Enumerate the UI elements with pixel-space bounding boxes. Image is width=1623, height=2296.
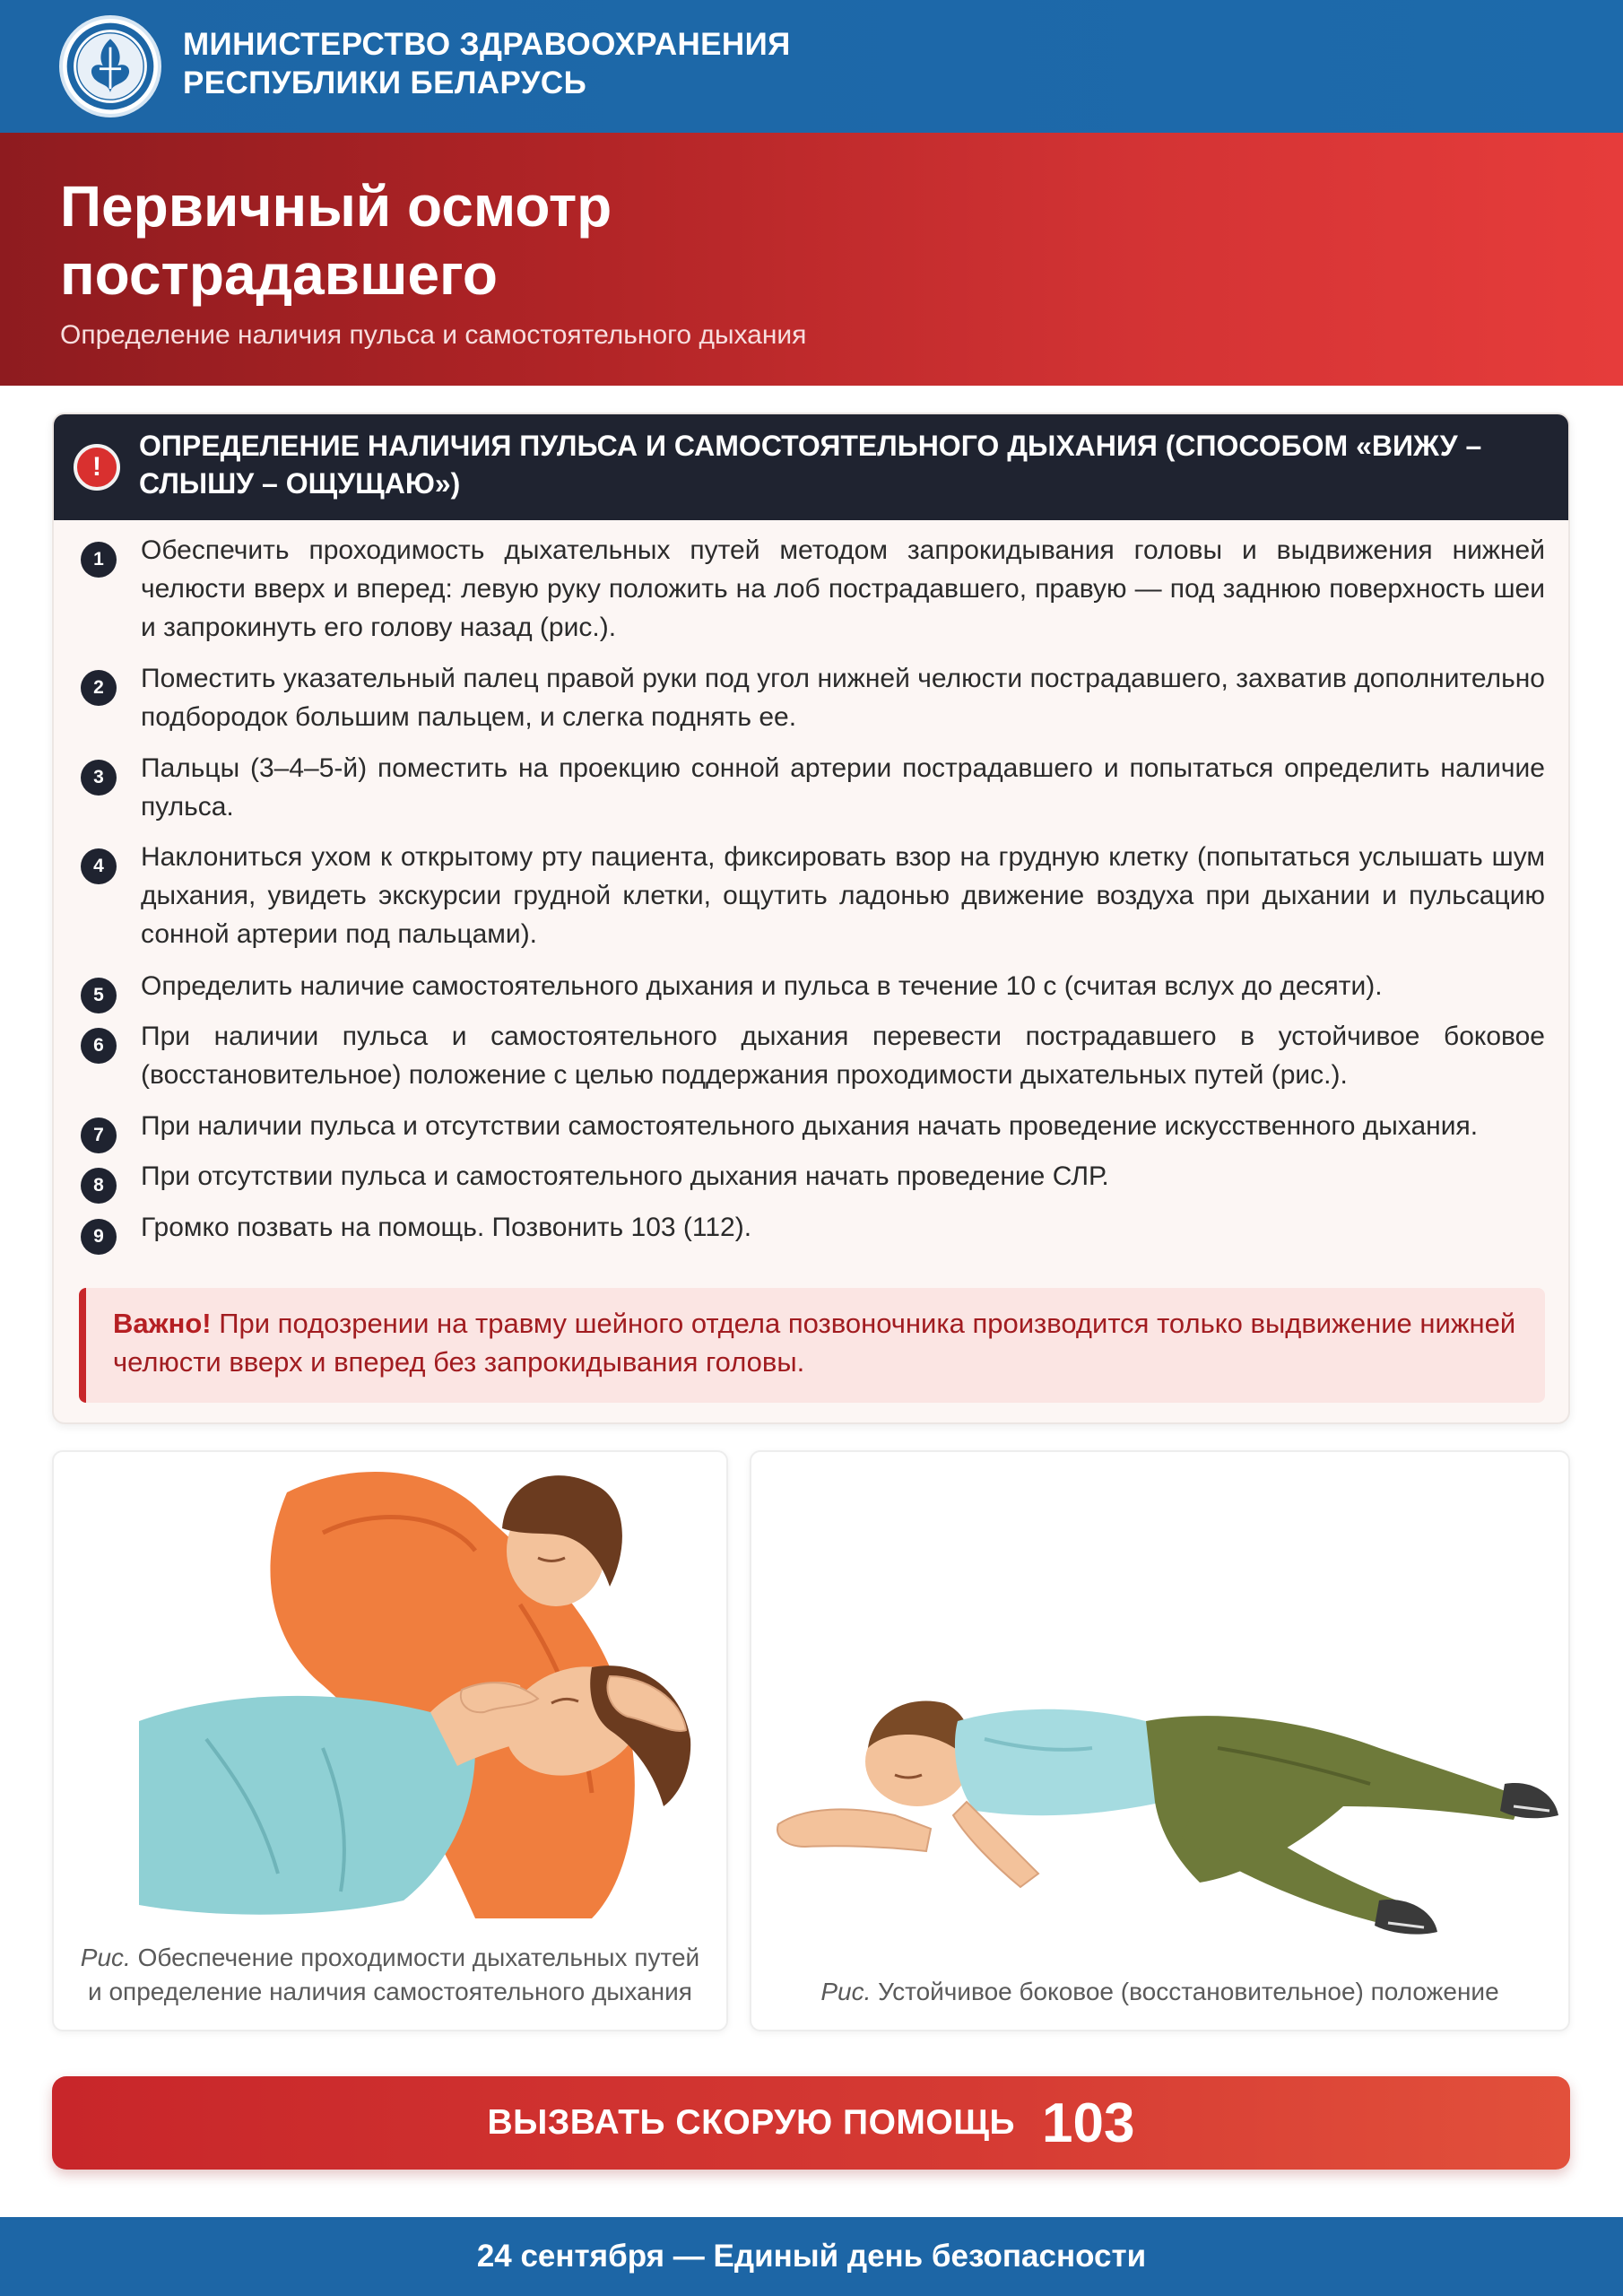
hero-banner: [0, 133, 1623, 386]
step-text: При отсутствии пульса и самостоятельного дыхания начать проведение СЛР.: [141, 1161, 1109, 1191]
instruction-heading: ОПРЕДЕЛЕНИЕ НАЛИЧИЯ ПУЛЬСА И САМОСТОЯТЕЛЬНОГО ДЫХАНИЯ (СПОСОБОМ «ВИЖУ – СЛЫШУ – ОЩУЩАЮ»): [139, 430, 1482, 500]
instruction-card: [52, 413, 1570, 1424]
ministry-name: [183, 25, 791, 102]
page-title-line2: пострадавшего: [60, 242, 498, 307]
step-number: 1: [81, 542, 117, 578]
important-note: [79, 1288, 1545, 1403]
figure-recovery-caption-text: Устойчивое боковое (восстановительное) положение: [871, 1978, 1499, 2005]
figure-airway-check: [52, 1450, 728, 2031]
page-title-line1: Первичный осмотр: [60, 174, 612, 239]
alert-icon: !: [74, 444, 120, 491]
figure-recovery-position: [750, 1450, 1570, 2031]
call-ambulance-number: 103: [1042, 2092, 1135, 2154]
figure-airway-caption-line1: [54, 1941, 726, 1975]
ministry-name-line2: РЕСПУБЛИКИ БЕЛАРУСЬ: [183, 65, 587, 100]
figure-recovery-caption-prefix: Рис.: [820, 1978, 872, 2005]
airway-check-illustration: [54, 1452, 728, 1936]
step-text: Громко позвать на помощь. Позвонить 103 (112).: [141, 1213, 752, 1242]
step-text: При наличии пульса и отсутствии самостоятельного дыхания начать проведение искусственного дыхания.: [141, 1111, 1479, 1141]
step-number: 5: [81, 978, 117, 1013]
figure-airway-caption-text: Обеспечение проходимости дыхательных путей: [130, 1944, 700, 1971]
step-number: 7: [81, 1118, 117, 1153]
ministry-name-line1: МИНИСТЕРСТВО ЗДРАВООХРАНЕНИЯ: [183, 27, 791, 62]
page-title: [60, 172, 867, 309]
step-number: 2: [81, 670, 117, 706]
step-text: При наличии пульса и самостоятельного дыхания перевести пострадавшего в устойчивое боковое (восстановительное) положение с целью поддержания проходимости дыхательных путей (рис.).: [141, 1022, 1545, 1090]
step-number: 8: [81, 1168, 117, 1204]
step-text: Пальцы (3–4–5-й) поместить на проекцию сонной артерии пострадавшего и попытаться определить наличие пульса.: [141, 753, 1545, 822]
step-number: 4: [81, 848, 117, 884]
instruction-header: [54, 414, 1568, 520]
important-body: При подозрении на травму шейного отдела позвоночника производится только выдвижение нижней челюсти вверх и вперед без запрокидывания головы.: [113, 1308, 1516, 1378]
step-text: Наклониться ухом к открытому рту пациента, фиксировать взор на грудную клетку (попытаться услышать шум дыхания, увидеть экскурсии грудной клетки, ощутить ладонью движение воздуха при дыхании и пульсацию сонной артерии под пальцами).: [141, 842, 1545, 949]
figure-airway-caption-line2: и определение наличия самостоятельного дыхания: [88, 1978, 692, 2005]
important-label: Важно!: [113, 1308, 212, 1339]
step-number: 9: [81, 1219, 117, 1255]
step-text: Обеспечить проходимость дыхательных путей методом запрокидывания головы и выдвижения нижней челюсти вверх и вперед: левую руку положить на лоб пострадавшего, правую — под заднюю поверхность шеи и запрокинуть его голову назад (рис.).: [141, 535, 1545, 642]
figure-recovery-caption: [751, 1975, 1568, 2009]
step-number: 3: [81, 760, 117, 796]
ministry-emblem-icon: [59, 15, 161, 117]
footer-text: 24 сентября — Единый день безопасности: [476, 2239, 1147, 2274]
step-text: Определить наличие самостоятельного дыхания и пульса в течение 10 с (считая вслух до десяти).: [141, 971, 1383, 1001]
figure-airway-caption-prefix: Рис.: [80, 1944, 131, 1971]
call-ambulance-button[interactable]: [52, 2076, 1570, 2170]
important-note-text: [113, 1304, 1521, 1381]
ministry-header: [0, 0, 1623, 133]
footer-bar: [0, 2217, 1623, 2296]
call-ambulance-label: ВЫЗВАТЬ СКОРУЮ ПОМОЩЬ: [487, 2103, 1016, 2142]
step-text: Поместить указательный палец правой руки под угол нижней челюсти пострадавшего, захватив дополнительно подбородок большим пальцем, и слегка поднять ее.: [141, 664, 1545, 732]
recovery-position-illustration: [751, 1452, 1570, 1972]
step-number: 6: [81, 1028, 117, 1064]
page-subtitle: Определение наличия пульса и самостоятельного дыхания: [60, 320, 807, 350]
